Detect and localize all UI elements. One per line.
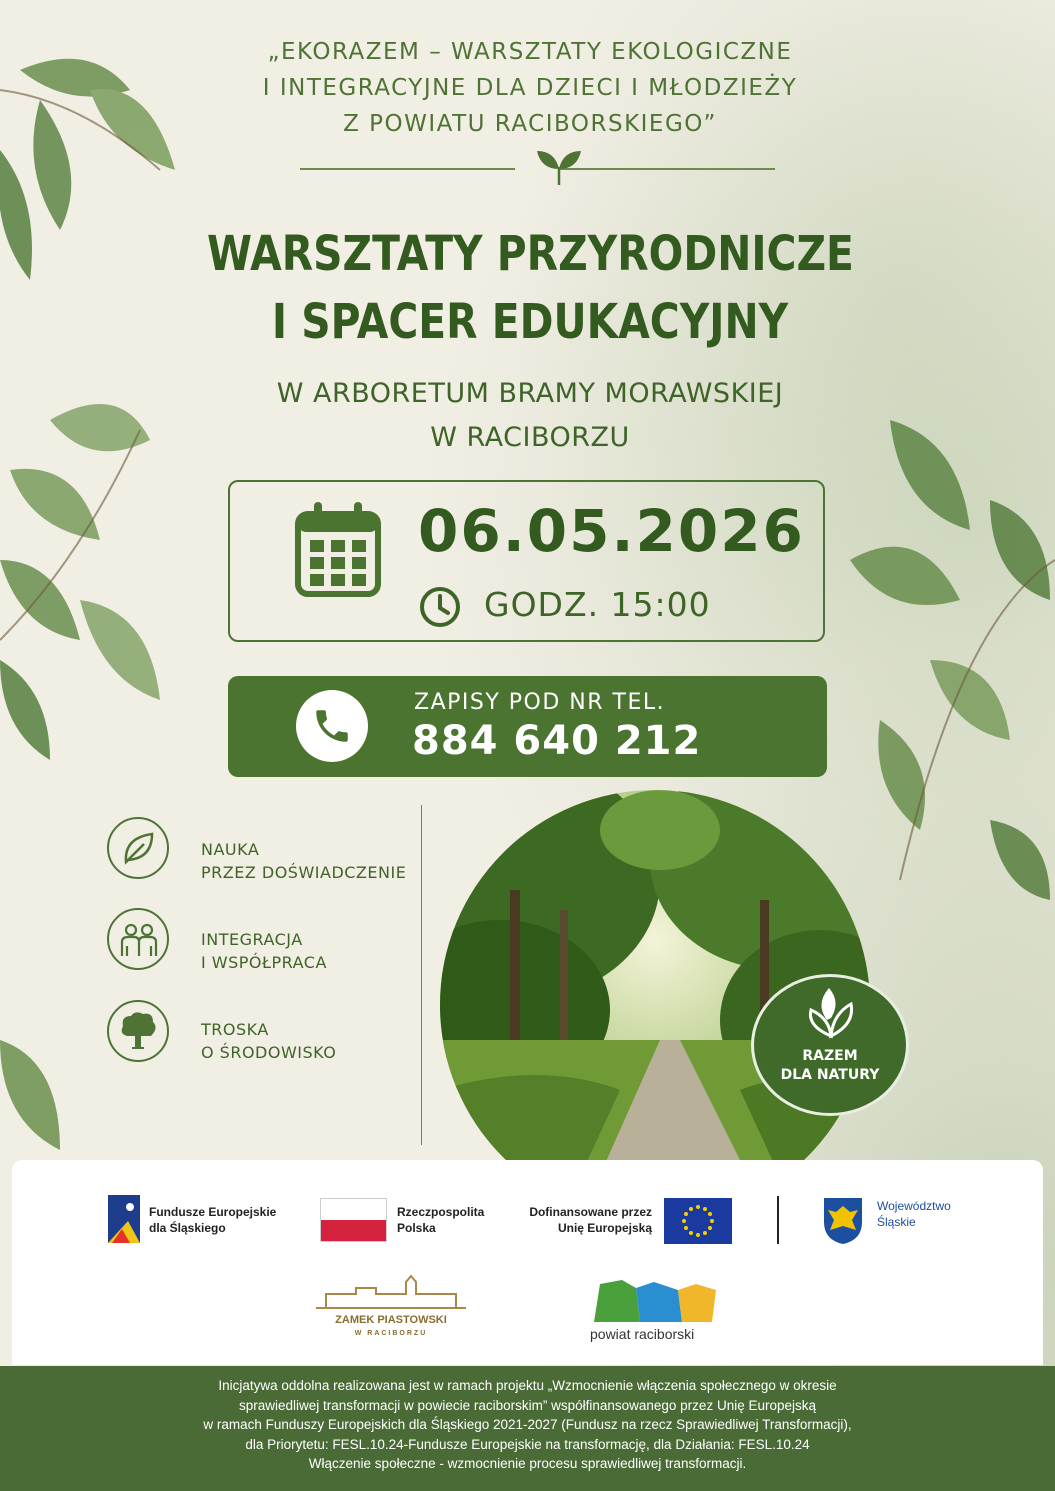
logo-line: ZAMEK PIASTOWSKI xyxy=(335,1314,447,1326)
calendar-icon xyxy=(294,500,382,598)
footer-line: dla Priorytetu: FESL.10.24-Fundusze Europejskie na transformację, dla Działania: FESL.10.24 xyxy=(245,1436,810,1452)
footer-line: Inicjatywa oddolna realizowana jest w ramach projektu „Wzmocnienie włączenia społecznego w okresie xyxy=(218,1378,837,1393)
phone-icon xyxy=(311,705,353,747)
logo-line: W RACIBORZU xyxy=(354,1330,428,1337)
logo-line: dla Śląskiego xyxy=(149,1221,226,1235)
eu-flag-icon xyxy=(664,1198,732,1244)
badge-line: RAZEM xyxy=(802,1048,858,1064)
powiat-logo-icon xyxy=(592,1276,720,1324)
footer-line: w ramach Funduszy Europejskich dla Śląskiego 2021-2027 (Fundusz na rzecz Sprawiedliwej Transformacji), xyxy=(203,1417,852,1433)
zamek-logo-icon xyxy=(316,1272,466,1312)
logo-line: Polska xyxy=(397,1221,436,1235)
rp-logo-text xyxy=(397,1204,484,1236)
logo-line: Województwo xyxy=(877,1199,951,1213)
main-title-line: WARSZTATY PRZYRODNICZE xyxy=(207,226,854,282)
project-title-line: I INTEGRACYJNE DLA DZIECI I MŁODZIEŻY xyxy=(262,75,798,101)
slaskie-logo-text xyxy=(877,1198,951,1230)
zamek-logo-text xyxy=(316,1313,466,1341)
footer-line: Włączenie społeczne - wzmocnienie procesu sprawiedliwej transformacji. xyxy=(308,1456,747,1472)
powiat-logo-text: powiat raciborski xyxy=(590,1326,695,1342)
tree-icon xyxy=(117,1010,159,1052)
main-title xyxy=(207,220,853,356)
project-title xyxy=(230,34,830,142)
logo-separator xyxy=(777,1196,779,1244)
phone-number[interactable]: 884 640 212 xyxy=(412,718,702,764)
feature-line: I WSPÓŁPRACA xyxy=(201,953,327,972)
clock-icon xyxy=(418,585,462,629)
project-title-line: „EKORAZEM – WARSZTATY EKOLOGICZNE xyxy=(267,39,793,65)
leaves-icon xyxy=(805,984,857,1040)
fe-logo-text xyxy=(149,1204,276,1236)
logo-line: Fundusze Europejskie xyxy=(149,1205,277,1219)
feature-line: NAUKA xyxy=(201,840,260,859)
feature-text xyxy=(201,928,327,974)
main-title-line: I SPACER EDUKACYJNY xyxy=(271,294,789,350)
footer-line: sprawiedliwej transformacji w powiecie raciborskim” współfinansowanego przez Unię Europejską xyxy=(239,1397,816,1413)
people-icon xyxy=(117,920,161,960)
sprout-icon xyxy=(533,145,585,189)
fe-logo-icon xyxy=(108,1195,140,1243)
feature-text xyxy=(201,1018,336,1064)
logo-line: Dofinansowane przez xyxy=(529,1205,652,1219)
feature-line: INTEGRACJA xyxy=(201,930,303,949)
logo-band xyxy=(12,1160,1043,1365)
ue-logo-text xyxy=(510,1204,652,1236)
divider-right xyxy=(560,168,775,170)
logo-line: Unię Europejską xyxy=(557,1221,652,1235)
feature-line: PRZEZ DOŚWIADCZENIE xyxy=(201,863,407,882)
feature-line: TROSKA xyxy=(201,1020,269,1039)
event-date: 06.05.2026 xyxy=(418,497,805,565)
leaf-icon xyxy=(118,828,158,868)
vertical-divider xyxy=(421,805,422,1145)
badge-line: DLA NATURY xyxy=(780,1067,880,1083)
poland-flag-icon xyxy=(320,1198,387,1242)
registration-label: ZAPISY POD NR TEL. xyxy=(414,690,666,715)
subtitle-line: W RACIBORZU xyxy=(430,422,630,453)
project-title-line: Z POWIATU RACIBORSKIEGO” xyxy=(343,111,717,137)
divider-left xyxy=(300,168,515,170)
footer-text xyxy=(20,1376,1035,1474)
feature-text xyxy=(201,838,406,884)
silesia-coat-of-arms-icon xyxy=(822,1196,864,1246)
logo-line: Rzeczpospolita xyxy=(397,1205,485,1219)
feature-line: O ŚRODOWISKO xyxy=(201,1043,337,1062)
logo-line: Śląskie xyxy=(877,1215,916,1229)
subtitle-line: W ARBORETUM BRAMY MORAWSKIEJ xyxy=(276,378,784,409)
badge-text xyxy=(751,1047,909,1085)
subtitle xyxy=(200,372,860,460)
event-time: GODZ. 15:00 xyxy=(484,585,711,624)
